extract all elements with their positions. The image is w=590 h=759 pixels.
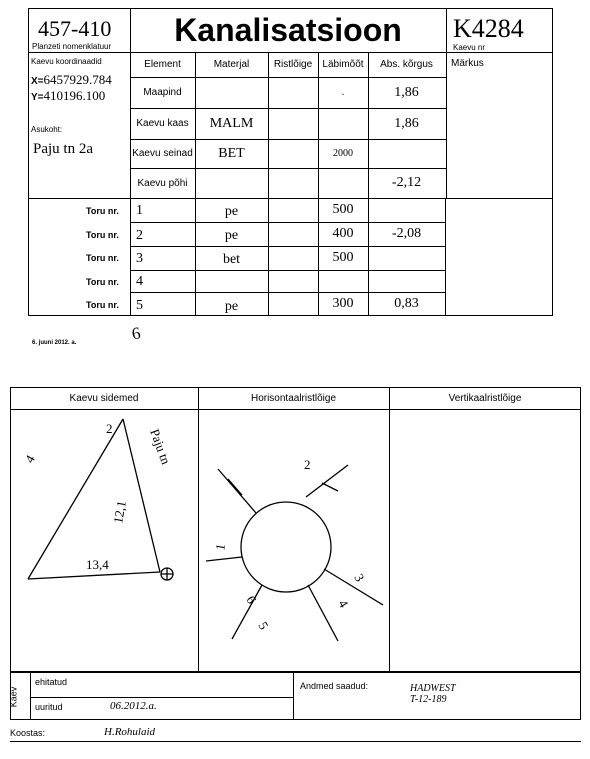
col-header-material: Materjal: [213, 59, 250, 70]
pipe-line: [324, 569, 383, 605]
y-prefix: Y=: [31, 92, 44, 103]
sketch2-label-c: 3: [351, 571, 368, 585]
col-line: [195, 52, 196, 316]
pipe-line: [218, 469, 256, 513]
sketch-line: [28, 419, 123, 579]
pipe-label: Toru nr.: [86, 206, 119, 216]
sketch2-label-a: 2: [304, 457, 311, 472]
pipe-label: Toru nr.: [86, 300, 119, 310]
sketch2-label-f: 5: [255, 619, 272, 633]
row-line: [28, 198, 553, 199]
pipe-number: 5: [136, 298, 143, 313]
sketch2-label-d: 4: [335, 597, 352, 611]
col-header-remarks: Märkus: [451, 58, 484, 69]
pipe-diameter: 400: [332, 226, 354, 241]
col-line: [30, 672, 31, 720]
data-source-value-1: HADWEST: [410, 683, 456, 694]
row-line: [30, 697, 293, 698]
pipe-line: [206, 557, 242, 561]
pipe-line: [228, 479, 242, 495]
col-line: [446, 8, 447, 198]
col-title-connections: Kaevu sidemed: [69, 392, 139, 404]
x-value: 6457929.784: [43, 72, 112, 87]
pipe-number: 3: [136, 251, 143, 266]
element-cell: Kaevu põhi: [137, 177, 188, 189]
x-coordinate: [31, 72, 112, 88]
row-line: [130, 246, 445, 247]
nomenclature-value: 457-410: [38, 16, 112, 41]
data-source-value-2: T-12-189: [410, 694, 447, 705]
surveyed-value: 06.2012.a.: [110, 700, 157, 712]
pipe-number: 1: [136, 203, 143, 218]
well-number-label: Kaevu nr: [453, 43, 486, 52]
sketch1-label-c: Paju tn: [147, 426, 174, 467]
material-cell: BET: [218, 145, 245, 161]
col-title-vertical: Vertikaalristlõige: [448, 392, 522, 404]
pipe-line: [308, 585, 338, 641]
pipe-label: Toru nr.: [86, 277, 119, 287]
material-cell: MALM: [209, 115, 254, 131]
pipe-diameter: 500: [332, 250, 354, 265]
col-header-diameter: Läbimõõt: [322, 59, 364, 70]
pipe-material: bet: [222, 252, 241, 267]
diameter-cell: .: [341, 87, 345, 98]
well-number-value: K4284: [453, 14, 524, 43]
y-coordinate: [31, 88, 105, 104]
location-label: Asukoht:: [31, 125, 63, 134]
col-header-cross-section: Ristlõige: [273, 59, 313, 70]
pipe-material: pe: [224, 204, 239, 219]
compiled-underline: [10, 741, 581, 742]
pipe-material: pe: [224, 299, 239, 314]
compiled-value: H.Rohulaid: [104, 726, 156, 738]
col-line: [293, 672, 294, 720]
pipe-number: 2: [136, 228, 143, 243]
date-stamp: 6. juuni 2012. a.: [32, 340, 77, 346]
element-cell: Kaevu seinad: [132, 148, 193, 159]
pipe-label: Toru nr.: [86, 230, 119, 240]
col-line: [268, 52, 269, 316]
col-header-abs-height: Abs. kõrgus: [380, 59, 433, 70]
col-line: [445, 198, 446, 316]
pipe-label: Toru nr.: [86, 253, 119, 263]
pipe-diameter: 300: [332, 296, 354, 311]
pipe-diameter: 500: [332, 202, 354, 217]
sketch1-label-e: 13,4: [86, 557, 109, 572]
handwritten-pipe-6: 6: [130, 323, 142, 344]
data-source-label: Andmed saadud:: [300, 681, 369, 691]
row-line: [130, 270, 445, 271]
sketch1-label-b: 2: [106, 421, 113, 436]
pipe-height: -2,08: [391, 226, 422, 241]
sketch1-label-d: 12,1: [110, 499, 129, 525]
height-cell: 1,86: [394, 115, 419, 131]
sketch2-label-e: 6: [243, 593, 260, 607]
connections-sketch: [10, 409, 198, 672]
diameter-cell: 2000: [333, 148, 353, 159]
footer-card: [10, 672, 581, 720]
pipe-number: 4: [136, 274, 143, 289]
height-cell: 1,86: [394, 84, 419, 100]
sketch2-label-b: 1: [212, 542, 229, 552]
pipe-line: [306, 465, 348, 497]
height-cell: -2,12: [391, 175, 422, 190]
pipe-material: pe: [224, 228, 239, 243]
surveyed-label: uuritud: [35, 702, 63, 712]
sketch-line: [28, 572, 160, 579]
page-title: Kanalisatsioon: [174, 12, 402, 48]
x-prefix: X=: [31, 76, 44, 87]
element-cell: Maapind: [143, 87, 182, 98]
side-label-well: Kaev: [8, 686, 19, 708]
col-line: [389, 387, 390, 672]
compiled-label: Koostas:: [10, 728, 46, 738]
coords-label: Kaevu koordinaadid: [31, 57, 102, 66]
y-value: 410196.100: [43, 88, 106, 103]
col-title-horizontal: Horisontaalristlõige: [250, 392, 337, 404]
element-cell: Kaevu kaas: [136, 118, 189, 129]
col-header-element: Element: [144, 59, 181, 70]
built-label: ehitatud: [35, 677, 68, 687]
horizontal-section-sketch: [198, 409, 389, 672]
sketch1-label-a: 4: [21, 452, 38, 466]
pipe-line: [322, 483, 338, 491]
location-value: Paju tn 2a: [33, 141, 93, 157]
nomenclature-label: Planzeti nomenklatuur: [32, 42, 112, 51]
pipe-height: 0,83: [394, 296, 419, 311]
well-circle: [241, 502, 331, 592]
